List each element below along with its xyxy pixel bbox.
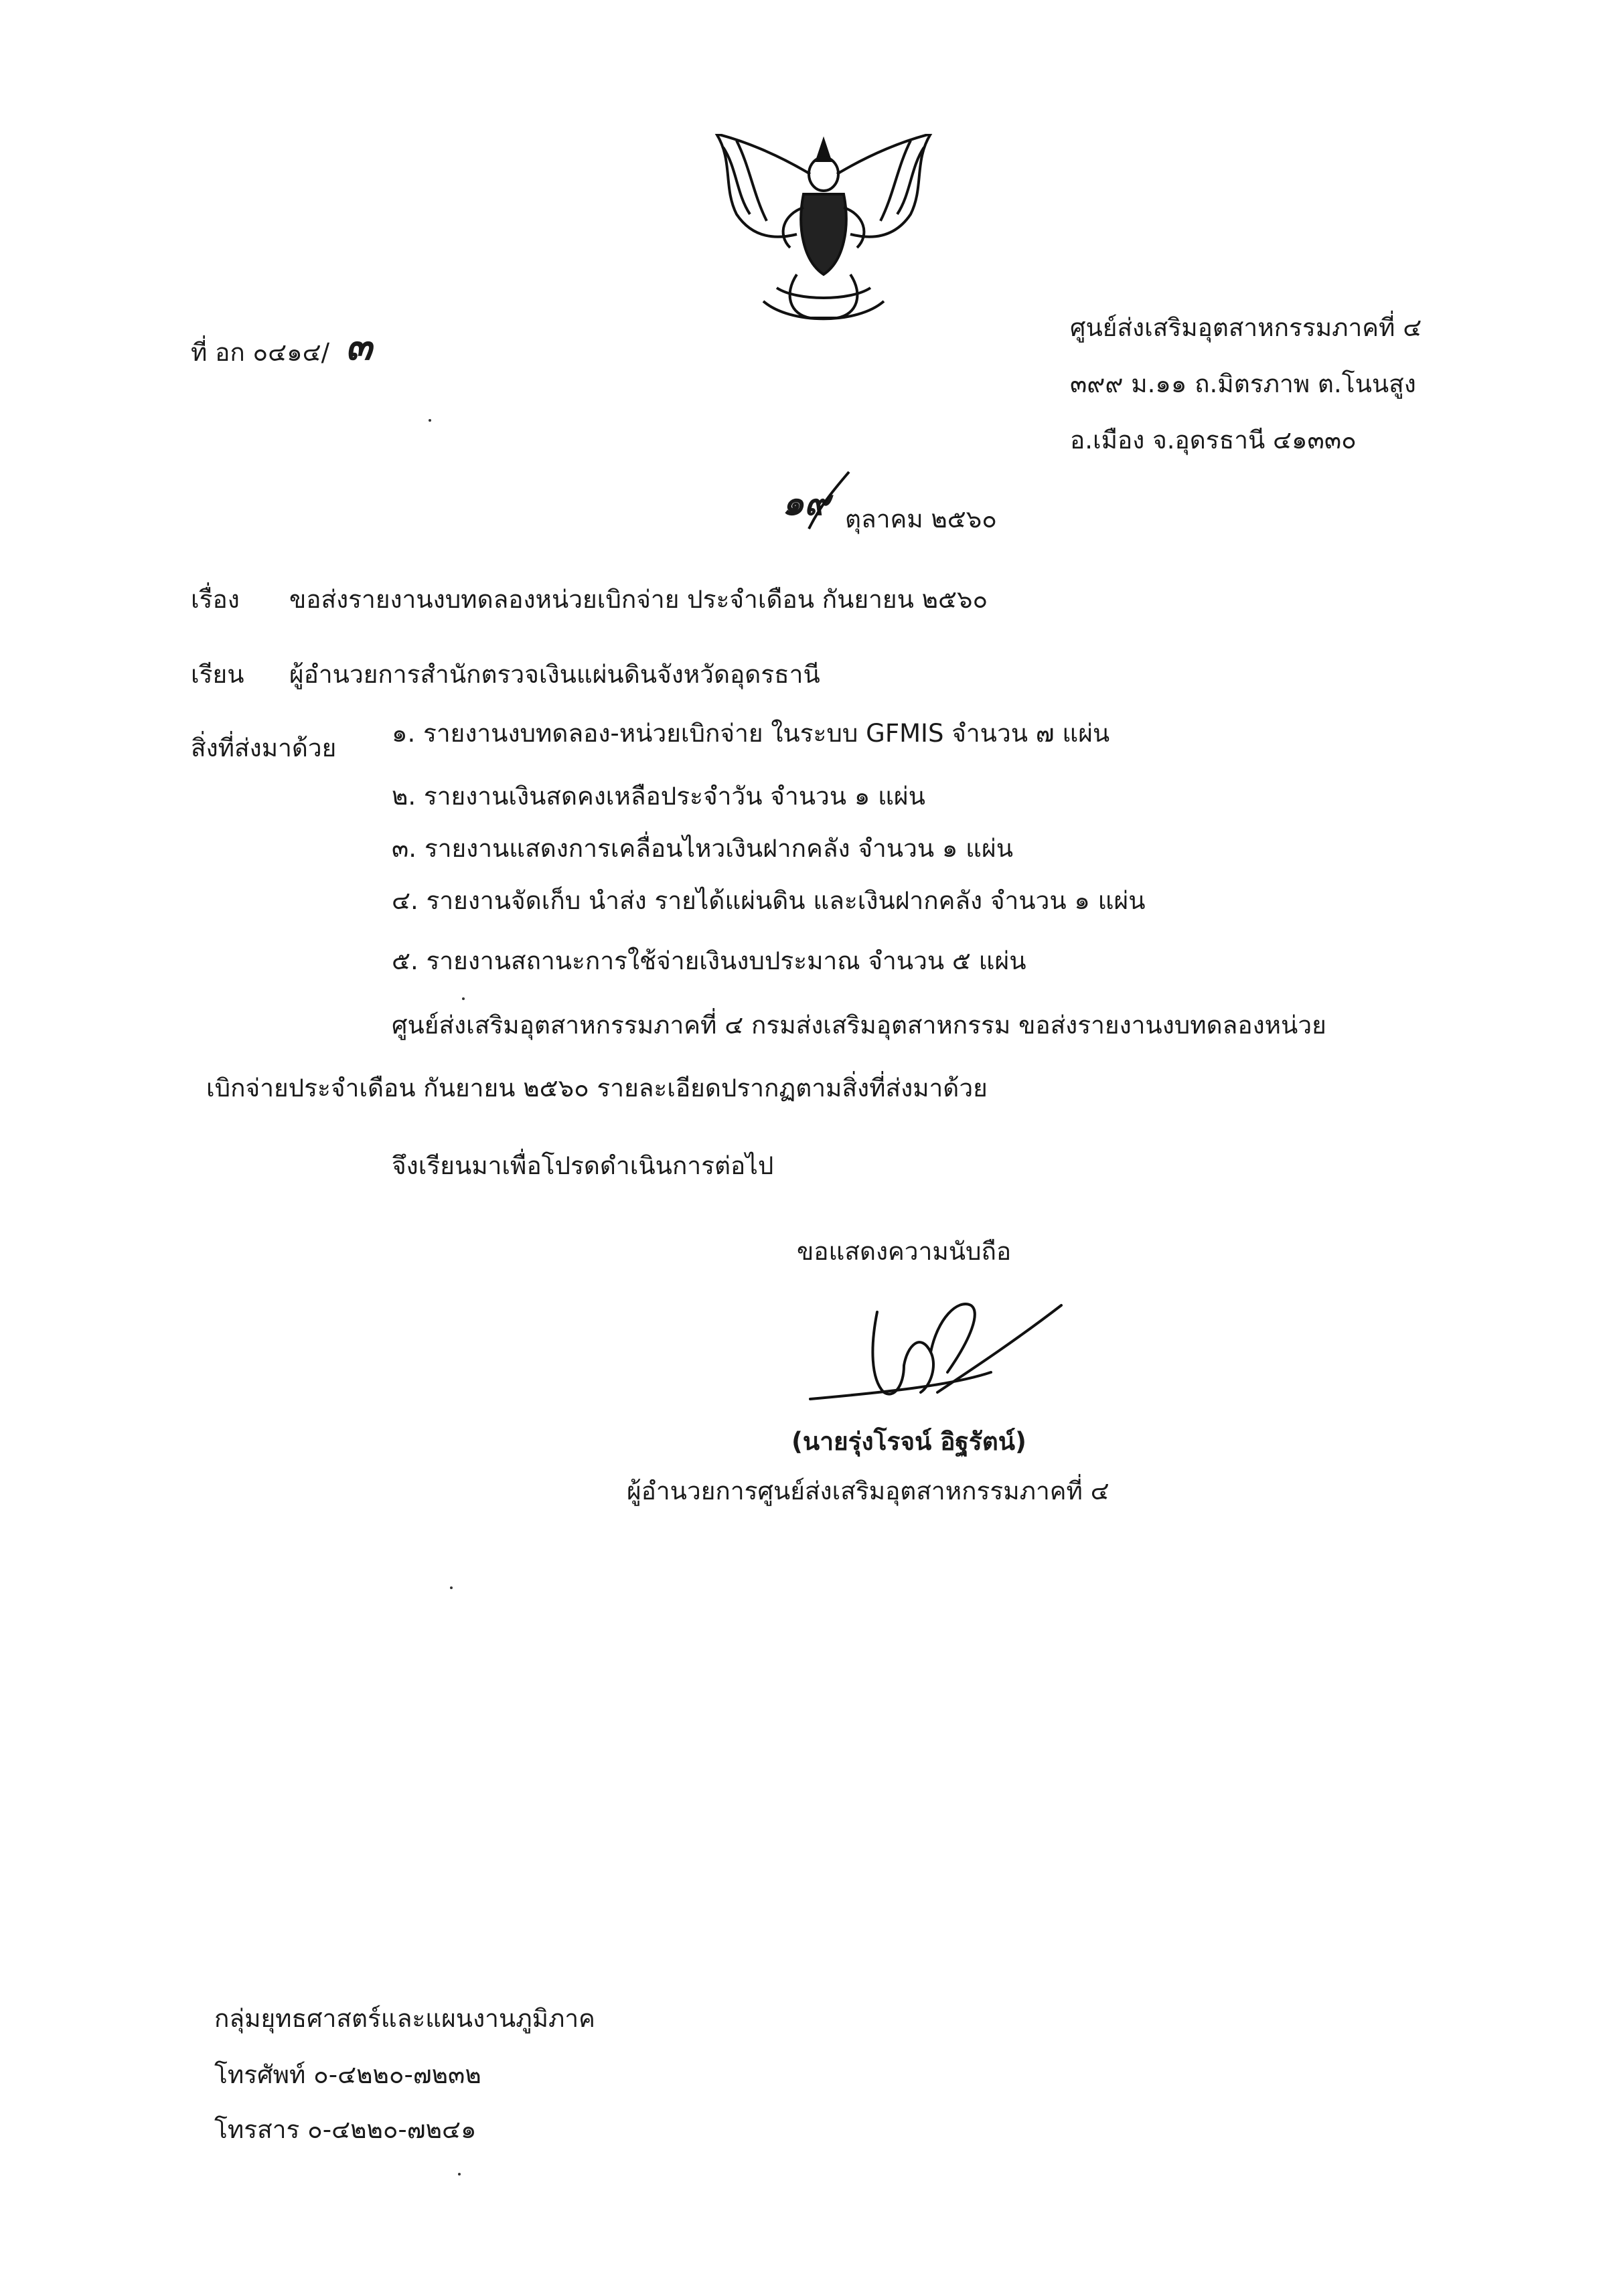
closing-request: จึงเรียนมาเพื่อโปรดดำเนินการต่อไป — [392, 1151, 774, 1180]
signatory-position: ผู้อำนวยการศูนย์ส่งเสริมอุตสาหกรรมภาคที่ ๔ — [627, 1477, 1109, 1505]
office-address-line2: อ.เมือง จ.อุดรธานี ๔๑๓๓๐ — [1070, 426, 1357, 455]
enclosure-item: ๔. รายงานจัดเก็บ นำส่ง รายได้แผ่นดิน และเงินฝากคลัง จำนวน ๑ แผ่น — [392, 886, 1146, 915]
enclosure-item: ๓. รายงานแสดงการเคลื่อนไหวเงินฝากคลัง จำนวน ๑ แผ่น — [392, 834, 1013, 863]
handwritten-signature — [804, 1292, 1065, 1426]
stray-dot — [429, 419, 431, 422]
subject-text: ขอส่งรายงานงบทดลองหน่วยเบิกจ่าย ประจำเดือน กันยายน ๒๕๖๐ — [289, 585, 988, 614]
garuda-emblem-icon — [696, 134, 951, 328]
body-paragraph-line1: ศูนย์ส่งเสริมอุตสาหกรรมภาคที่ ๔ กรมส่งเสริมอุตสาหกรรม ขอส่งรายงานงบทดลองหน่วย — [392, 1011, 1326, 1040]
footer-department: กลุ่มยุทธศาสตร์และแผนงานภูมิภาค — [214, 2004, 595, 2033]
enclosure-item: ๒. รายงานเงินสดคงเหลือประจำวัน จำนวน ๑ แผ่น — [392, 782, 925, 811]
closing-salutation: ขอแสดงความนับถือ — [797, 1237, 1012, 1266]
enclosure-item: ๕. รายงานสถานะการใช้จ่ายเงินงบประมาณ จำนวน ๕ แผ่น — [392, 947, 1026, 975]
document-number: ที่ อก ๐๔๑๔/ — [191, 338, 330, 367]
footer-fax: โทรสาร ๐-๔๒๒๐-๗๒๔๑ — [214, 2115, 477, 2144]
enclosure-item: ๑. รายงานงบทดลอง-หน่วยเบิกจ่าย ในระบบ GFMIS จำนวน ๗ แผ่น — [392, 719, 1110, 748]
date-month-year: ตุลาคม ๒๕๖๐ — [845, 505, 997, 534]
date-handwritten-day-text: ๑๙ — [782, 483, 830, 523]
stray-dot — [458, 2173, 461, 2176]
subject-label: เรื่อง — [191, 585, 240, 614]
signatory-name: (นายรุ่งโรจน์ อิฐรัตน์) — [791, 1427, 1026, 1456]
body-paragraph-line2: เบิกจ่ายประจำเดือน กันยายน ๒๕๖๐ รายละเอียดปรากฏตามสิ่งที่ส่งมาด้วย — [206, 1074, 988, 1102]
stray-dot — [450, 1586, 453, 1589]
document-number-handwritten-text: ๓ — [346, 323, 372, 369]
footer-phone: โทรศัพท์ ๐-๔๒๒๐-๗๒๓๒ — [214, 2060, 481, 2089]
addressee-label: เรียน — [191, 660, 244, 689]
enclosures-label: สิ่งที่ส่งมาด้วย — [191, 734, 337, 762]
document-number-handwritten — [346, 323, 392, 374]
addressee-text: ผู้อำนวยการสำนักตรวจเงินแผ่นดินจังหวัดอุดรธานี — [289, 660, 820, 689]
office-name: ศูนย์ส่งเสริมอุตสาหกรรมภาคที่ ๔ — [1070, 313, 1422, 342]
stray-dot — [462, 997, 465, 1000]
office-address-line1: ๓๙๙ ม.๑๑ ถ.มิตรภาพ ต.โนนสูง — [1070, 370, 1416, 398]
